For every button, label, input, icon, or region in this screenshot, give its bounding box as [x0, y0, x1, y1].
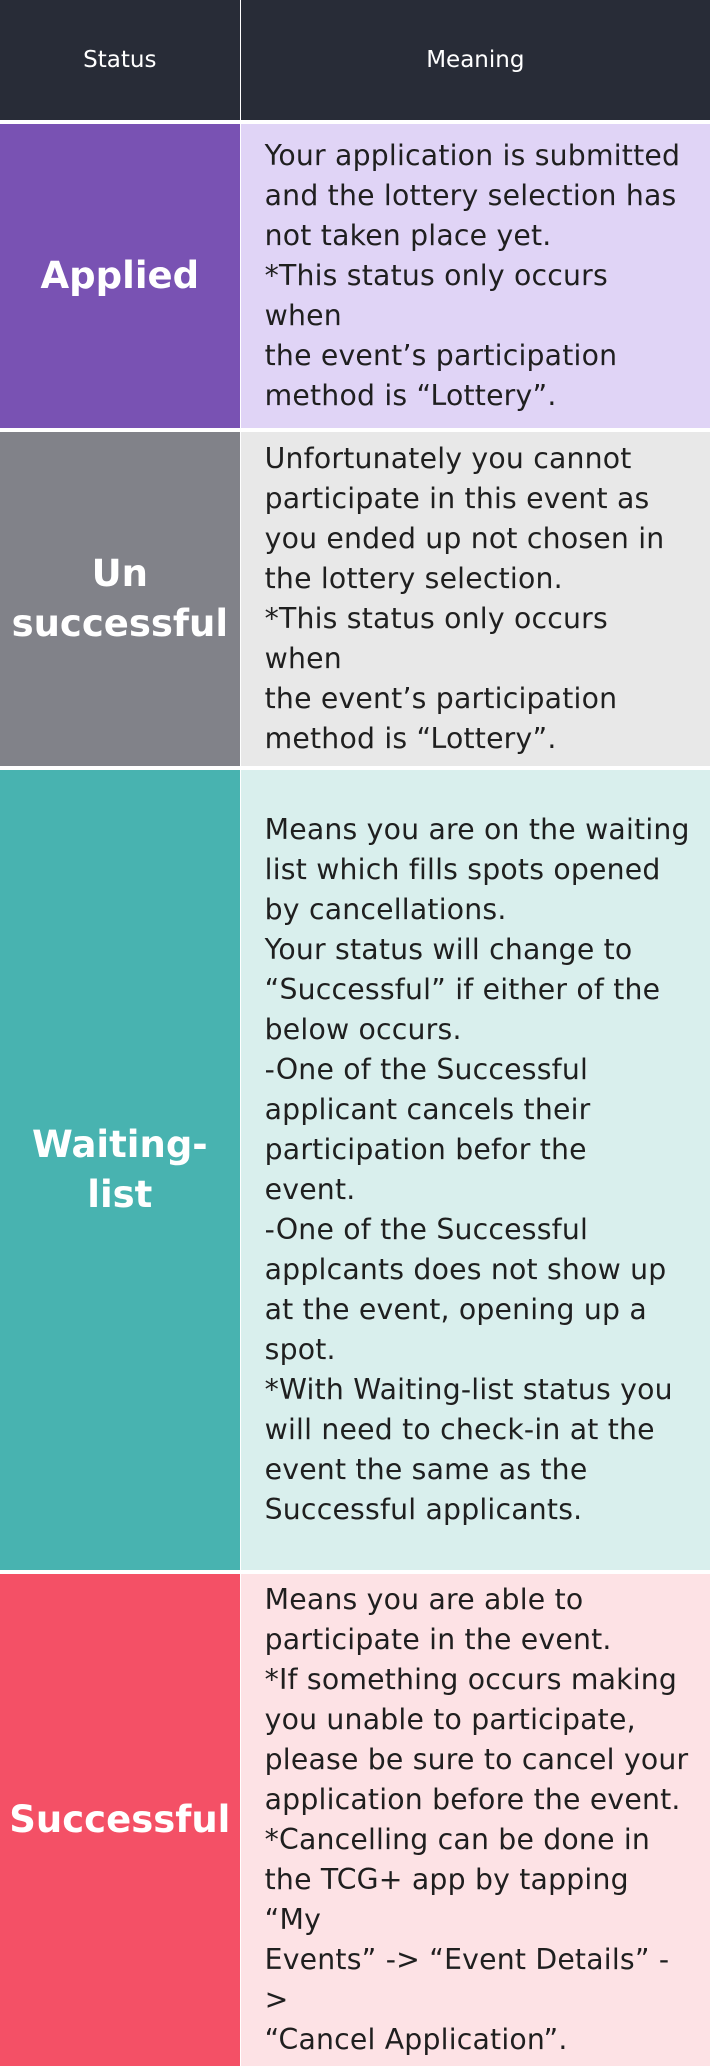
table-row-unsuccessful — [0, 432, 710, 766]
meaning-text: Your application is submitted and the lottery selection has not taken place yet. *This status only occurs when the event’s participation method is “Lottery”. — [264, 139, 681, 412]
status-cell — [0, 432, 240, 766]
meaning-cell — [241, 124, 710, 428]
status-cell — [0, 770, 240, 1570]
table-header — [0, 0, 710, 120]
meaning-text: Unfortunately you cannot participate in this event as you ended up not chosen in the lottery selection. *This status only occurs when the event’s participation method is “Lottery”. — [264, 442, 665, 755]
table-row-successful — [0, 1574, 710, 2066]
table-row-waiting-list — [0, 770, 710, 1570]
table-row-applied — [0, 124, 710, 428]
status-label: Un successful — [11, 552, 229, 645]
meaning-cell — [241, 432, 710, 766]
status-cell — [0, 124, 240, 428]
meaning-cell — [241, 770, 710, 1570]
meaning-text: Means you are on the waiting list which fills spots opened by cancellations. Your status will change to “Successful” if either of the below occurs. -One of the Successful applicant cancels their participation befor the event. -One of the Successful applcants does not show up at the event, opening up a spot. *With Waiting-list status you will need to check-in at the event the same as the Successful applicants. — [264, 813, 690, 1526]
meaning-text: Means you are able to participate in the event. *If something occurs making you unable to participate, please be sure to cancel your application before the event. *Cancelling can be done in the TCG+ app by tapping “My Events” -> “Event Details” -> “Cancel Application”. — [264, 1583, 689, 2056]
status-label: Waiting- list — [31, 1123, 208, 1216]
meaning-column-header: Meaning — [241, 0, 710, 120]
status-label: Applied — [40, 254, 200, 297]
status-cell — [0, 1574, 240, 2066]
status-column-header: Status — [0, 0, 240, 120]
status-label: Successful — [9, 1798, 231, 1841]
meaning-cell — [241, 1574, 710, 2066]
